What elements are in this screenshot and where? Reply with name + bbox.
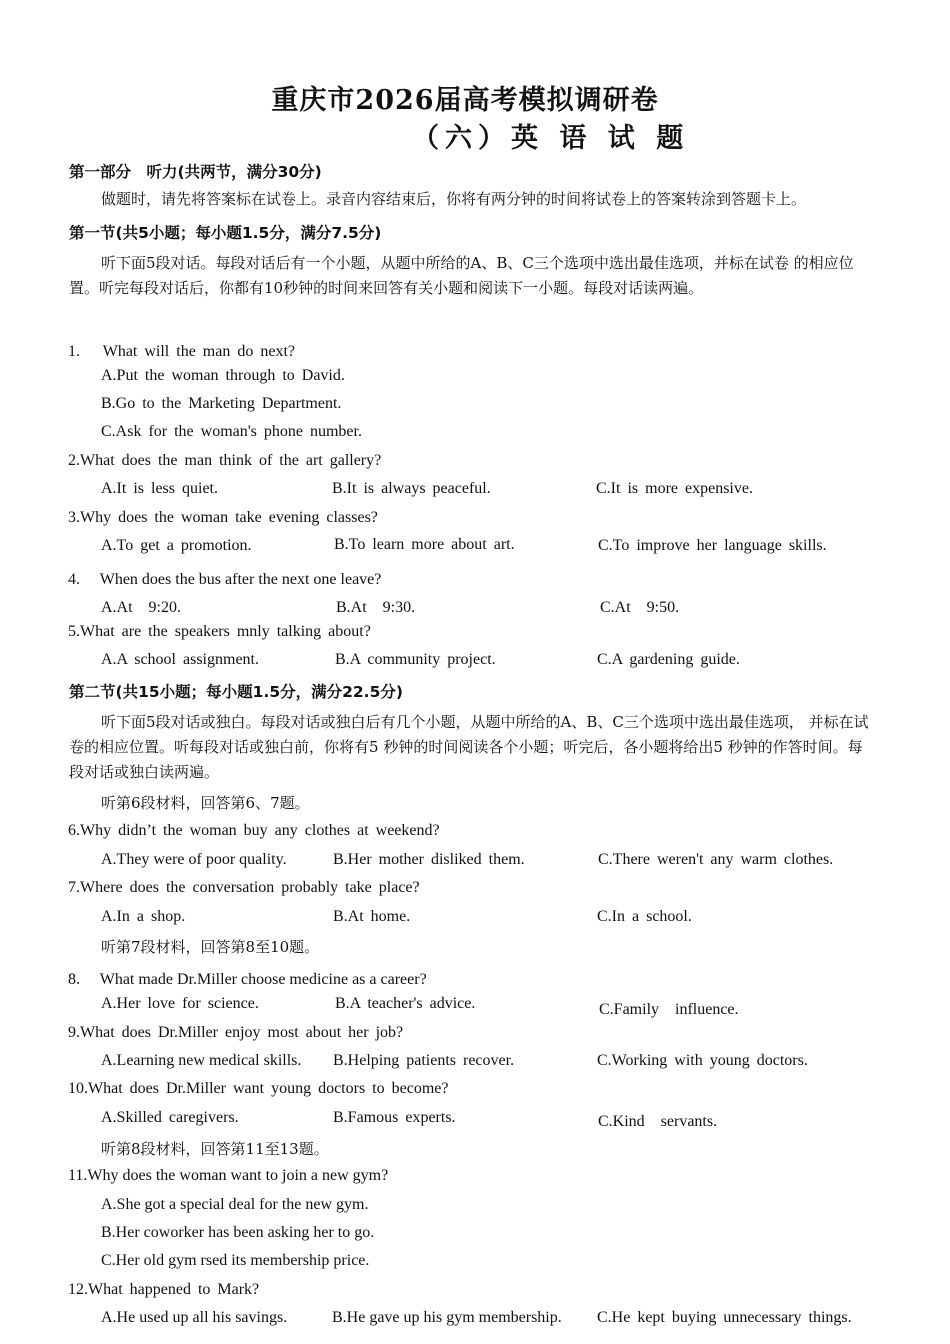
question-6-option-b[interactable]: B.Her mother disliked them. xyxy=(333,851,525,868)
question-1: 1. What will the man do next? xyxy=(68,343,295,360)
question-9-option-c[interactable]: C.Working with young doctors. xyxy=(597,1052,808,1069)
question-10-option-b[interactable]: B.Famous experts. xyxy=(333,1109,456,1126)
question-12: 12.What happened to Mark? xyxy=(68,1281,260,1298)
question-5-option-b[interactable]: B.A community project. xyxy=(335,651,496,668)
question-7-option-b[interactable]: B.At home. xyxy=(333,908,411,925)
question-11: 11.Why does the woman want to join a new gym? xyxy=(68,1167,389,1184)
section1-heading: 第一节(共5小题；每小题1.5分，满分7.5分) xyxy=(69,224,382,242)
question-8: 8. What made Dr.Miller choose medicine as a career? xyxy=(68,971,427,988)
question-10-option-c[interactable]: C.Kind servants. xyxy=(598,1113,718,1130)
section1-instruction: 听下面5段对话。每段对话后有一个小题，从题中所给的A、B、C三个选项中选出最佳选项，并标在试卷 的相应位置。听完每段对话后，你都有10秒钟的时间来回答有关小题和阅读下一小题。每段对话读两遍。 xyxy=(69,254,854,297)
question-11-option-c[interactable]: C.Her old gym rsed its membership price. xyxy=(101,1252,370,1269)
question-6-option-a[interactable]: A.They were of poor quality. xyxy=(101,851,287,868)
question-4-option-b[interactable]: B.At 9:30. xyxy=(336,599,416,616)
question-4-option-a[interactable]: A.At 9:20. xyxy=(101,599,182,616)
question-9-option-b[interactable]: B.Helping patients recover. xyxy=(333,1052,515,1069)
material-7-note: 听第7段材料，回答第8至10题。 xyxy=(101,938,320,956)
question-4: 4. When does the bus after the next one leave? xyxy=(68,571,382,588)
page-title: 重庆市2026届高考模拟调研卷 xyxy=(271,85,659,116)
page-subtitle: （六）英 语 试 题 xyxy=(412,123,690,154)
material-8-note: 听第8段材料，回答第11至13题。 xyxy=(101,1140,329,1158)
material-6-note: 听第6段材料，回答第6、7题。 xyxy=(101,794,310,812)
question-12-option-c[interactable]: C.He kept buying unnecessary things. xyxy=(597,1309,852,1326)
question-11-option-b[interactable]: B.Her coworker has been asking her to go. xyxy=(101,1224,375,1241)
question-1-option-a[interactable]: A.Put the woman through to David. xyxy=(101,367,345,384)
question-11-option-a[interactable]: A.She got a special deal for the new gym. xyxy=(101,1196,369,1213)
question-8-option-c[interactable]: C.Family influence. xyxy=(599,1001,739,1018)
question-10: 10.What does Dr.Miller want young doctors to become? xyxy=(68,1080,449,1097)
question-6-option-c[interactable]: C.There weren't any warm clothes. xyxy=(598,851,834,868)
question-1-option-c[interactable]: C.Ask for the woman's phone number. xyxy=(101,423,362,440)
question-9-option-a[interactable]: A.Learning new medical skills. xyxy=(101,1052,302,1069)
question-9: 9.What does Dr.Miller enjoy most about her job? xyxy=(68,1024,404,1041)
question-3-option-b[interactable]: B.To learn more about art. xyxy=(334,536,515,553)
question-4-option-c[interactable]: C.At 9:50. xyxy=(600,599,680,616)
question-5-option-a[interactable]: A.A school assignment. xyxy=(101,651,259,668)
question-8-option-b[interactable]: B.A teacher's advice. xyxy=(335,995,476,1012)
question-12-option-b[interactable]: B.He gave up his gym membership. xyxy=(332,1309,562,1326)
part1-heading: 第一部分 听力(共两节，满分30分) xyxy=(69,163,322,181)
question-2-option-c[interactable]: C.It is more expensive. xyxy=(596,480,753,497)
question-5-option-c[interactable]: C.A gardening guide. xyxy=(597,651,740,668)
question-10-option-a[interactable]: A.Skilled caregivers. xyxy=(101,1109,239,1126)
section2-heading: 第二节(共15小题；每小题1.5分，满分22.5分) xyxy=(69,683,403,701)
question-3-option-a[interactable]: A.To get a promotion. xyxy=(101,537,252,554)
question-3-option-c[interactable]: C.To improve her language skills. xyxy=(598,537,827,554)
question-6: 6.Why didn’t the woman buy any clothes at weekend? xyxy=(68,822,440,839)
question-2: 2.What does the man think of the art gallery? xyxy=(68,452,382,469)
question-7: 7.Where does the conversation probably take place? xyxy=(68,879,420,896)
question-2-option-b[interactable]: B.It is always peaceful. xyxy=(332,480,491,497)
section2-instruction: 听下面5段对话或独白。每段对话或独白后有几个小题，从题中所给的A、B、C三个选项中选出最佳选项， 并标在试卷的相应位置。听每段对话或独白前，你将有5 秒钟的时间阅读各个小题；听完后，各小题将给出5 秒钟的作答时间。每段对话或独白读两遍。 xyxy=(69,713,869,781)
question-7-option-c[interactable]: C.In a school. xyxy=(597,908,692,925)
question-7-option-a[interactable]: A.In a shop. xyxy=(101,908,186,925)
question-3: 3.Why does the woman take evening classes? xyxy=(68,509,378,526)
question-5: 5.What are the speakers mnly talking about? xyxy=(68,623,371,640)
question-2-option-a[interactable]: A.It is less quiet. xyxy=(101,480,218,497)
question-8-option-a[interactable]: A.Her love for science. xyxy=(101,995,259,1012)
question-12-option-a[interactable]: A.He used up all his savings. xyxy=(101,1309,288,1326)
part1-instruction: 做题时，请先将答案标在试卷上。录音内容结束后，你将有两分钟的时间将试卷上的答案转涂到答题卡上。 xyxy=(101,190,807,208)
question-1-option-b[interactable]: B.Go to the Marketing Department. xyxy=(101,395,342,412)
